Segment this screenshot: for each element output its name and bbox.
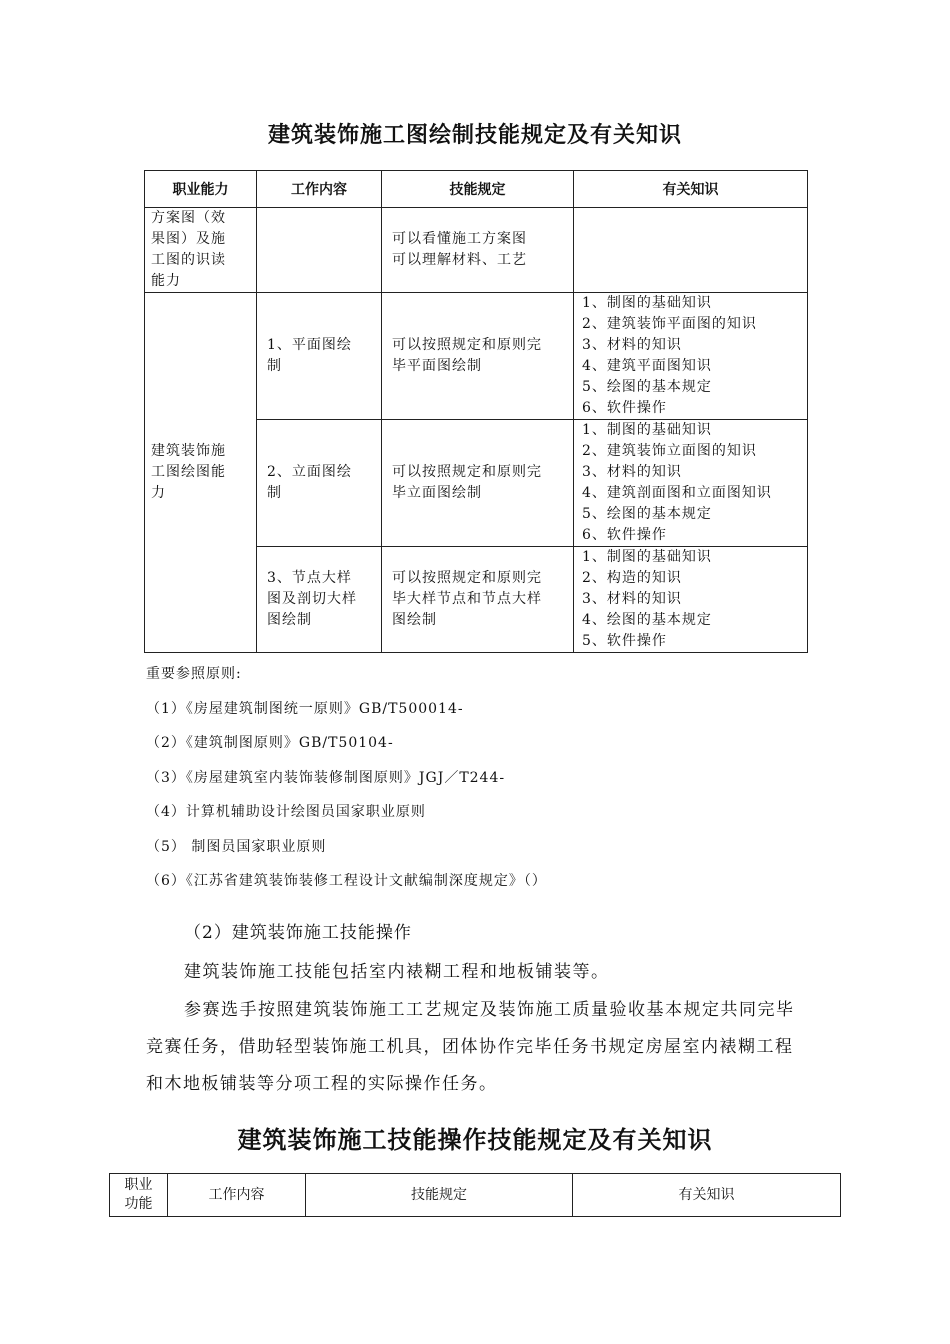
references-heading: 重要参照原则: bbox=[146, 666, 242, 682]
reference-item: （4）计算机辅助设计绘图员国家职业原则 bbox=[146, 804, 426, 820]
cell-skill: 可以看懂施工方案图 可以理解材料、工艺 bbox=[382, 208, 574, 293]
skills-table-drawing bbox=[144, 170, 808, 653]
reference-item: （5） 制图员国家职业原则 bbox=[146, 838, 327, 855]
header-knowledge: 有关知识 bbox=[573, 1174, 841, 1217]
cell-content: 1、平面图绘 制 bbox=[257, 293, 382, 420]
cell-content: 2、立面图绘 制 bbox=[257, 420, 382, 547]
reference-item: （6）《江苏省建筑装饰装修工程设计文献编制深度规定》（） bbox=[146, 873, 547, 889]
header-content: 工作内容 bbox=[168, 1174, 306, 1217]
cell-content bbox=[257, 208, 382, 293]
document-title: 建筑装饰施工图绘制技能规定及有关知识 bbox=[267, 122, 682, 148]
header-function: 职业 功能 bbox=[110, 1174, 168, 1217]
header-skill: 技能规定 bbox=[306, 1174, 573, 1217]
paragraph: 参赛选手按照建筑装饰施工工艺规定及装饰施工质量验收基本规定共同完毕竞赛任务，借助轻型装饰施工机具，团体协作完毕任务书规定房屋室内裱糊工程和木地板铺装等分项工程的实际操作任务。 bbox=[146, 1000, 795, 1094]
header-skill: 技能规定 bbox=[382, 171, 574, 208]
cell-knowledge: 1、制图的基础知识 2、建筑装饰平面图的知识 3、材料的知识 4、建筑平面图知识 5、绘图的基本规定 6、软件操作 bbox=[574, 293, 808, 420]
table-row bbox=[145, 208, 808, 293]
skills-table-operation bbox=[109, 1173, 841, 1217]
cell-skill: 可以按照规定和原则完 毕立面图绘制 bbox=[382, 420, 574, 547]
table-header-row bbox=[110, 1174, 841, 1217]
table-header-row bbox=[145, 171, 808, 208]
cell-knowledge: 1、制图的基础知识 2、建筑装饰立面图的知识 3、材料的知识 4、建筑剖面图和立面图知识 5、绘图的基本规定 6、软件操作 bbox=[574, 420, 808, 547]
cell-knowledge: 1、制图的基础知识 2、构造的知识 3、材料的知识 4、绘图的基本规定 5、软件操作 bbox=[574, 547, 808, 653]
reference-item: （3）《房屋建筑室内装饰装修制图原则》JGJ／T244- bbox=[146, 769, 506, 786]
header-ability: 职业能力 bbox=[145, 171, 257, 208]
cell-group-ability: 建筑装饰施 工图绘图能 力 bbox=[145, 293, 257, 653]
reference-item: （1）《房屋建筑制图统一原则》GB/T500014- bbox=[146, 700, 464, 717]
table-row bbox=[145, 293, 808, 420]
cell-ability: 方案图（效 果图）及施 工图的识读 能力 bbox=[145, 208, 257, 293]
header-content: 工作内容 bbox=[257, 171, 382, 208]
cell-knowledge bbox=[574, 208, 808, 293]
cell-content: 3、节点大样 图及剖切大样 图绘制 bbox=[257, 547, 382, 653]
reference-item: （2）《建筑制图原则》GB/T50104- bbox=[146, 735, 394, 751]
cell-skill: 可以按照规定和原则完 毕平面图绘制 bbox=[382, 293, 574, 420]
references-list bbox=[146, 664, 547, 906]
section-title: 建筑装饰施工技能操作技能规定及有关知识 bbox=[237, 1125, 713, 1154]
section-heading: （2）建筑装饰施工技能操作 bbox=[184, 923, 412, 943]
cell-skill: 可以按照规定和原则完 毕大样节点和节点大样 图绘制 bbox=[382, 547, 574, 653]
header-knowledge: 有关知识 bbox=[574, 171, 808, 208]
paragraph: 建筑装饰施工技能包括室内裱糊工程和地板铺装等。 bbox=[184, 962, 610, 982]
